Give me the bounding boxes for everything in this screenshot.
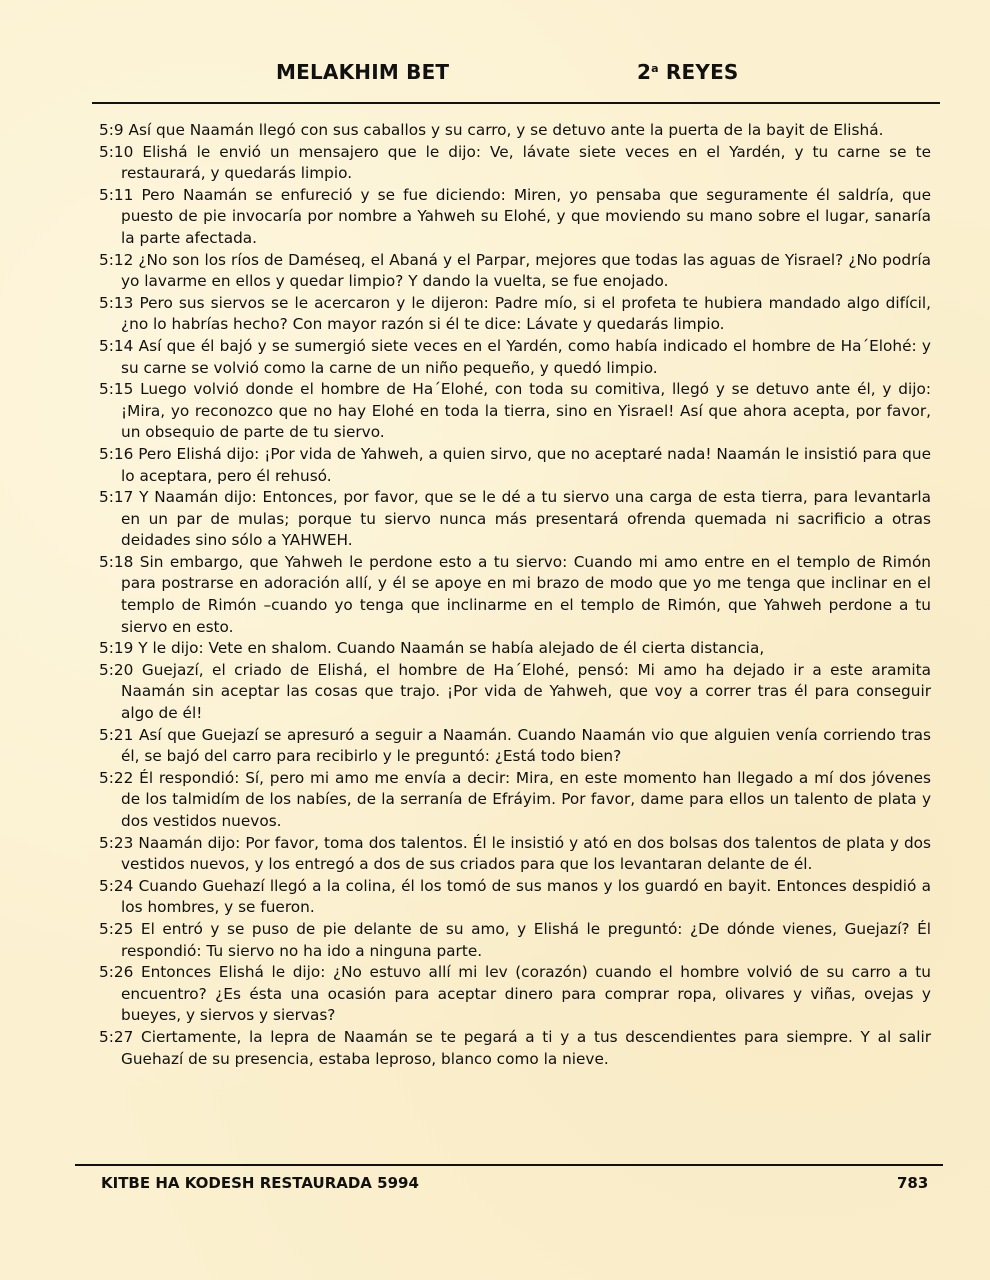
verse-reference: 5:25	[99, 919, 134, 938]
verse	[99, 725, 931, 768]
verse-text: Elishá le envió un mensajero que le dijo: Ve, lávate siete veces en el Yardén, y tu carne se te restaurará, y quedarás limpio.	[121, 142, 931, 183]
verse	[99, 379, 931, 444]
verse-text: Cuando Guehazí llegó a la colina, él los tomó de sus manos y los guardó en bayit. Entonces despidió a los hombres, y se fueron.	[121, 876, 931, 917]
verse-reference: 5:9	[99, 121, 124, 139]
verse-reference: 5:14	[99, 336, 134, 355]
verse	[99, 638, 931, 660]
verse-text: Sin embargo, que Yahweh le perdone esto a tu siervo: Cuando mi amo entre en el templo de Rimón para postrarse en adoración allí, y él se apoye en mi brazo de modo que yo me tenga que inclinar en el templo de Rimón –cuando yo tenga que inclinarme en el templo de Rimón, que Yahweh perdone a tu siervo en esto.	[121, 552, 931, 636]
footer-title: KITBE HA KODESH RESTAURADA 5994	[101, 1174, 419, 1192]
verse	[99, 768, 931, 833]
verse	[99, 962, 931, 1027]
verse	[99, 185, 931, 250]
book-title-hebrew: MELAKHIM BET	[276, 60, 450, 84]
verse	[99, 250, 931, 293]
verse-text: Pero Naamán se enfureció y se fue diciendo: Miren, yo pensaba que seguramente él saldría, que puesto de pie invocaría por nombre a Yahweh su Elohé, y que moviendo su mano sobre el lugar, sanaría la parte afectada.	[121, 185, 931, 247]
verse	[99, 552, 931, 638]
verse-text: ¿No son los ríos de Daméseq, el Abaná y el Parpar, mejores que todas las aguas de Yisrael? ¿No podría yo lavarme en ellos y quedar limpio? Y dando la vuelta, se fue enojado.	[121, 250, 931, 291]
verse	[99, 293, 931, 336]
verse	[99, 336, 931, 379]
verse	[99, 120, 931, 142]
verse	[99, 487, 931, 552]
verse-text: Ciertamente, la lepra de Naamán se te pegará a ti y a tus descendientes para siempre. Y al salir Guehazí de su presencia, estaba leproso, blanco como la nieve.	[121, 1027, 931, 1068]
verse-text: Y Naamán dijo: Entonces, por favor, que se le dé a tu siervo una carga de esta tierra, para levantarla en un par de mulas; porque tu siervo nunca más presentará ofrenda quemada ni sacrificio a otras deidades sino sólo a YAHWEH.	[121, 488, 931, 550]
verse-reference: 5:13	[99, 293, 134, 312]
verse-reference: 5:19	[99, 639, 134, 658]
verse-reference: 5:10	[99, 142, 134, 161]
verse	[99, 1027, 931, 1070]
verse	[99, 660, 931, 725]
verse-reference: 5:24	[99, 876, 134, 895]
verse-reference: 5:21	[99, 725, 134, 744]
verse-reference: 5:18	[99, 552, 134, 571]
verse-text: Entonces Elishá le dijo: ¿No estuvo allí mi lev (corazón) cuando el hombre volvió de su carro a tu encuentro? ¿Es ésta una ocasión para aceptar dinero para comprar ropa, olivares y viñas, ovejas y bueyes, y siervos y siervas?	[121, 963, 931, 1025]
verse-reference: 5:17	[99, 488, 134, 507]
verse-text: El entró y se puso de pie delante de su amo, y Elishá le preguntó: ¿De dónde vienes, Guejazí? Él respondió: Tu siervo no ha ido a ninguna parte.	[121, 919, 931, 960]
verse	[99, 876, 931, 919]
verse-reference: 5:22	[99, 768, 134, 787]
page-footer	[75, 1164, 943, 1192]
verse-text: Pero sus siervos se le acercaron y le dijeron: Padre mío, si el profeta te hubiera mandado algo difícil, ¿no lo habrías hecho? Con mayor razón si él te dice: Lávate y quedarás limpio.	[121, 293, 931, 334]
verse-text: Luego volvió donde el hombre de Ha´Elohé, con toda su comitiva, llegó y se detuvo ante él, y dijo: ¡Mira, yo reconozco que no hay Elohé en toda la tierra, sino en Yisrael! Así que ahora acepta, por favor, un obsequio de parte de tu siervo.	[121, 380, 931, 442]
verse-reference: 5:27	[99, 1027, 134, 1046]
verse-text: Así que Naamán llegó con sus caballos y su carro, y se detuvo ante la puerta de la bayit de Elishá.	[128, 121, 884, 139]
page-number: 783	[897, 1174, 929, 1192]
verse-text: Guejazí, el criado de Elishá, el hombre de Ha´Elohé, pensó: Mi amo ha dejado ir a este aramita Naamán sin aceptar las cosas que trajo. ¡Por vida de Yahweh, que voy a correr tras él para conseguir algo de él!	[121, 660, 931, 723]
verse-reference: 5:16	[99, 444, 134, 463]
verse-reference: 5:20	[99, 660, 134, 679]
verse-reference: 5:26	[99, 963, 134, 982]
verse-text: Así que Guejazí se apresuró a seguir a Naamán. Cuando Naamán vio que alguien venía corriendo tras él, se bajó del carro para recibirlo y le preguntó: ¿Está todo bien?	[121, 725, 931, 766]
page-header	[92, 56, 940, 104]
verse-text: Pero Elishá dijo: ¡Por vida de Yahweh, a quien sirvo, que no aceptaré nada! Naamán le insistió para que lo aceptara, pero él rehusó.	[121, 444, 931, 485]
verse	[99, 444, 931, 487]
verse-text: Así que él bajó y se sumergió siete veces en el Yardén, como había indicado el hombre de Ha´Elohé: y su carne se volvió como la carne de un niño pequeño, y quedó limpio.	[121, 336, 931, 377]
verse-text: Naamán dijo: Por favor, toma dos talentos. Él le insistió y ató en dos bolsas dos talentos de plata y dos vestidos nuevos, y los entregó a dos de sus criados para que los levantaran delante de él.	[121, 833, 931, 874]
verse-reference: 5:15	[99, 380, 134, 399]
verse	[99, 833, 931, 876]
verse-reference: 5:11	[99, 185, 134, 204]
verse	[99, 142, 931, 185]
verse-text: Él respondió: Sí, pero mi amo me envía a decir: Mira, en este momento han llegado a mí dos jóvenes de los talmidím de los nabíes, de la serranía de Efráyim. Por favor, dame para ellos un talento de plata y dos vestidos nuevos.	[121, 768, 931, 830]
verse	[99, 919, 931, 962]
verse-reference: 5:23	[99, 833, 134, 852]
book-title-spanish: 2$^a$ REYES	[637, 60, 739, 84]
verse-text: Y le dijo: Vete en shalom. Cuando Naamán se había alejado de él cierta distancia,	[138, 639, 765, 658]
chapter-text	[99, 120, 931, 1070]
verse-reference: 5:12	[99, 250, 134, 269]
